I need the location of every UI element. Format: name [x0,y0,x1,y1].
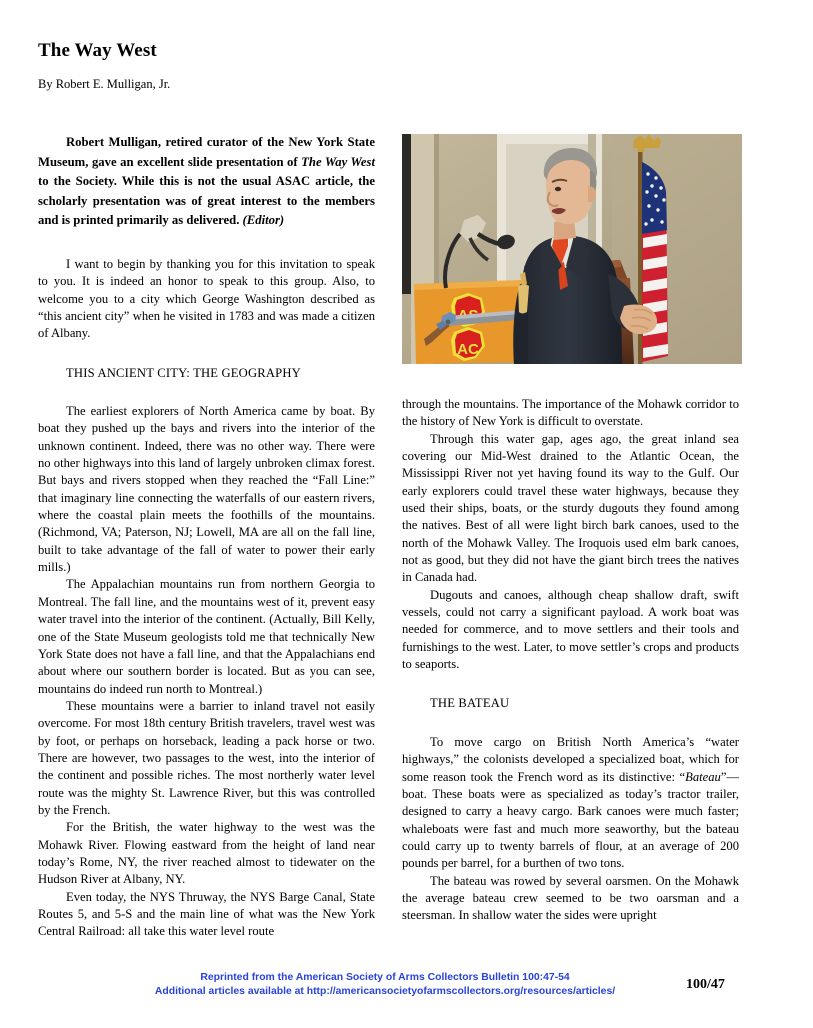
paragraph: through the mountains. The importance of the Mohawk corridor to the history of New York is difficult to overstate. [402,397,739,429]
paragraph: For the British, the water highway to the west was the Mohawk River. Flowing eastward from the height of land near today’s Rome, NY, the river reached almost to tidewater on the Hudson River at Albany, NY. [38,820,375,887]
reprint-notice [0,971,770,998]
spacer [38,382,375,403]
page-number: 100/47 [686,977,725,992]
bateau-italic-word: Bateau [685,769,721,784]
paragraph: Through this water gap, ages ago, the great inland sea covering our Mid-West drained to the Atlantic Ocean, the Mississippi River not yet having found its way to the Gulf. Our early explorers could travel these water highways, because they used their ships, boats, or the sturdy dugouts they found among the natives. Best of all were light birch bark canoes, used to the north of the Mohawk Valley. The Iroquois used elm bark canoes, not as good, but they did not have the giant birch trees the natives in Canada had. [402,431,739,585]
speaker-photo-image [402,134,742,364]
spacer [38,231,375,256]
paragraph: I want to begin by thanking you for this invitation to speak to you. It is indeed an honor to speak to this group. Also, to welcome you to a city which George Washington described as “this ancient city” when he visited in 1783 and was made a citizen of Albany. [38,256,375,341]
paragraph: Even today, the NYS Thruway, the NYS Barge Canal, State Routes 5, and 5-S and the main line of what was the New York Central Railroad: all take this water level route [38,889,375,939]
spacer [38,343,375,365]
section-heading-bateau: THE BATEAU [430,695,510,710]
paragraph: Dugouts and canoes, although cheap shallow draft, swift vessels, could not carry a significant payload. A work boat was needed for commerce, and to move settlers and their tools and furnishings to the west. Later, to move settler’s crops and products to seaports. [402,587,739,672]
paragraph: These mountains were a barrier to inland travel not easily overcome. For most 18th century British travelers, travel west was by foot, or perhaps on horseback, leading a pack horse or two. There are however, two passages to the west, into the interior of the continent and possible riches. The most northerly water level route was the mighty St. Lawrence River, but this was controlled by the French. [38,698,375,817]
spacer [402,674,739,695]
right-column [402,396,739,925]
asac-banner [414,280,526,364]
speaker-photo [402,134,742,364]
paragraph: The Appalachian mountains run from northern Georgia to Montreal. The fall line, and the mountains west of it, prevent easy water travel into the interior of the continent. (Actually, Bill Kelly, one of the State Museum geologists told me that technically New York State does not have a fall line, and that the Appalachians end about where our southern border is located. But as you can see, mountains do indeed run north to Montreal.) [38,577,375,696]
editor-lead-paragraph: Robert Mulligan, retired curator of the New York State Museum, gave an excellent slide presentation of The Way West to the Society. While this is not the usual ASAC article, the scholarly presentation was of great interest to the members and is printed primarily as delivered. (Editor) [38,135,375,228]
byline: By Robert E. Mulligan, Jr. [38,77,171,91]
lead-editor-credit: (Editor) [242,213,285,228]
reprint-url[interactable]: Additional articles available at http://americansocietyofarmscollectors.org/resources/articles/ [154,985,616,997]
lead-italic-title: The Way West [301,154,375,169]
svg-text:AC: AC [457,341,479,358]
spacer [402,712,739,734]
reprint-line-1: Reprinted from the American Society of Arms Collectors Bulletin 100:47-54 [200,972,570,983]
section-heading-geography: THIS ANCIENT CITY: THE GEOGRAPHY [66,365,301,380]
paragraph: The bateau was rowed by several oarsmen. On the Mohawk the average bateau crew seemed to be two oarsman and a steersman. In shallow water the sides were upright [402,873,739,923]
paragraph: To move cargo on British North America’s “water highways,” the colonists developed a specialized boat, which for some reason took the French word as its distinctive: “Bateau”—boat. These boats were as specialized as today’s tractor trailer, designed to carry a heavy cargo. Bark canoes were much faster; whaleboats were fast and much more seaworthy, but the bateau could carry up to twenty barrels of flour, at an average of 200 pounds per barrel, for a burthen of two tons. [402,734,739,871]
page-title: The Way West [38,40,157,61]
paragraph: The earliest explorers of North America came by boat. By boat they pushed up the bays and rivers into the interior of the unknown continent. Indeed, there was no other way. There were no other highways into this land of largely unbroken climax forest. But bays and rivers stopped when they reached the “Fall Line:” that imaginary line connecting the waterfalls of our eastern rivers, where the coastal plain meets the foothills of the mountains. (Richmond, VA; Paterson, NJ; Lowell, MA are all on the fall line, built to take advantage of the fall of water to power their early mills.) [38,404,375,575]
left-column [38,133,375,941]
